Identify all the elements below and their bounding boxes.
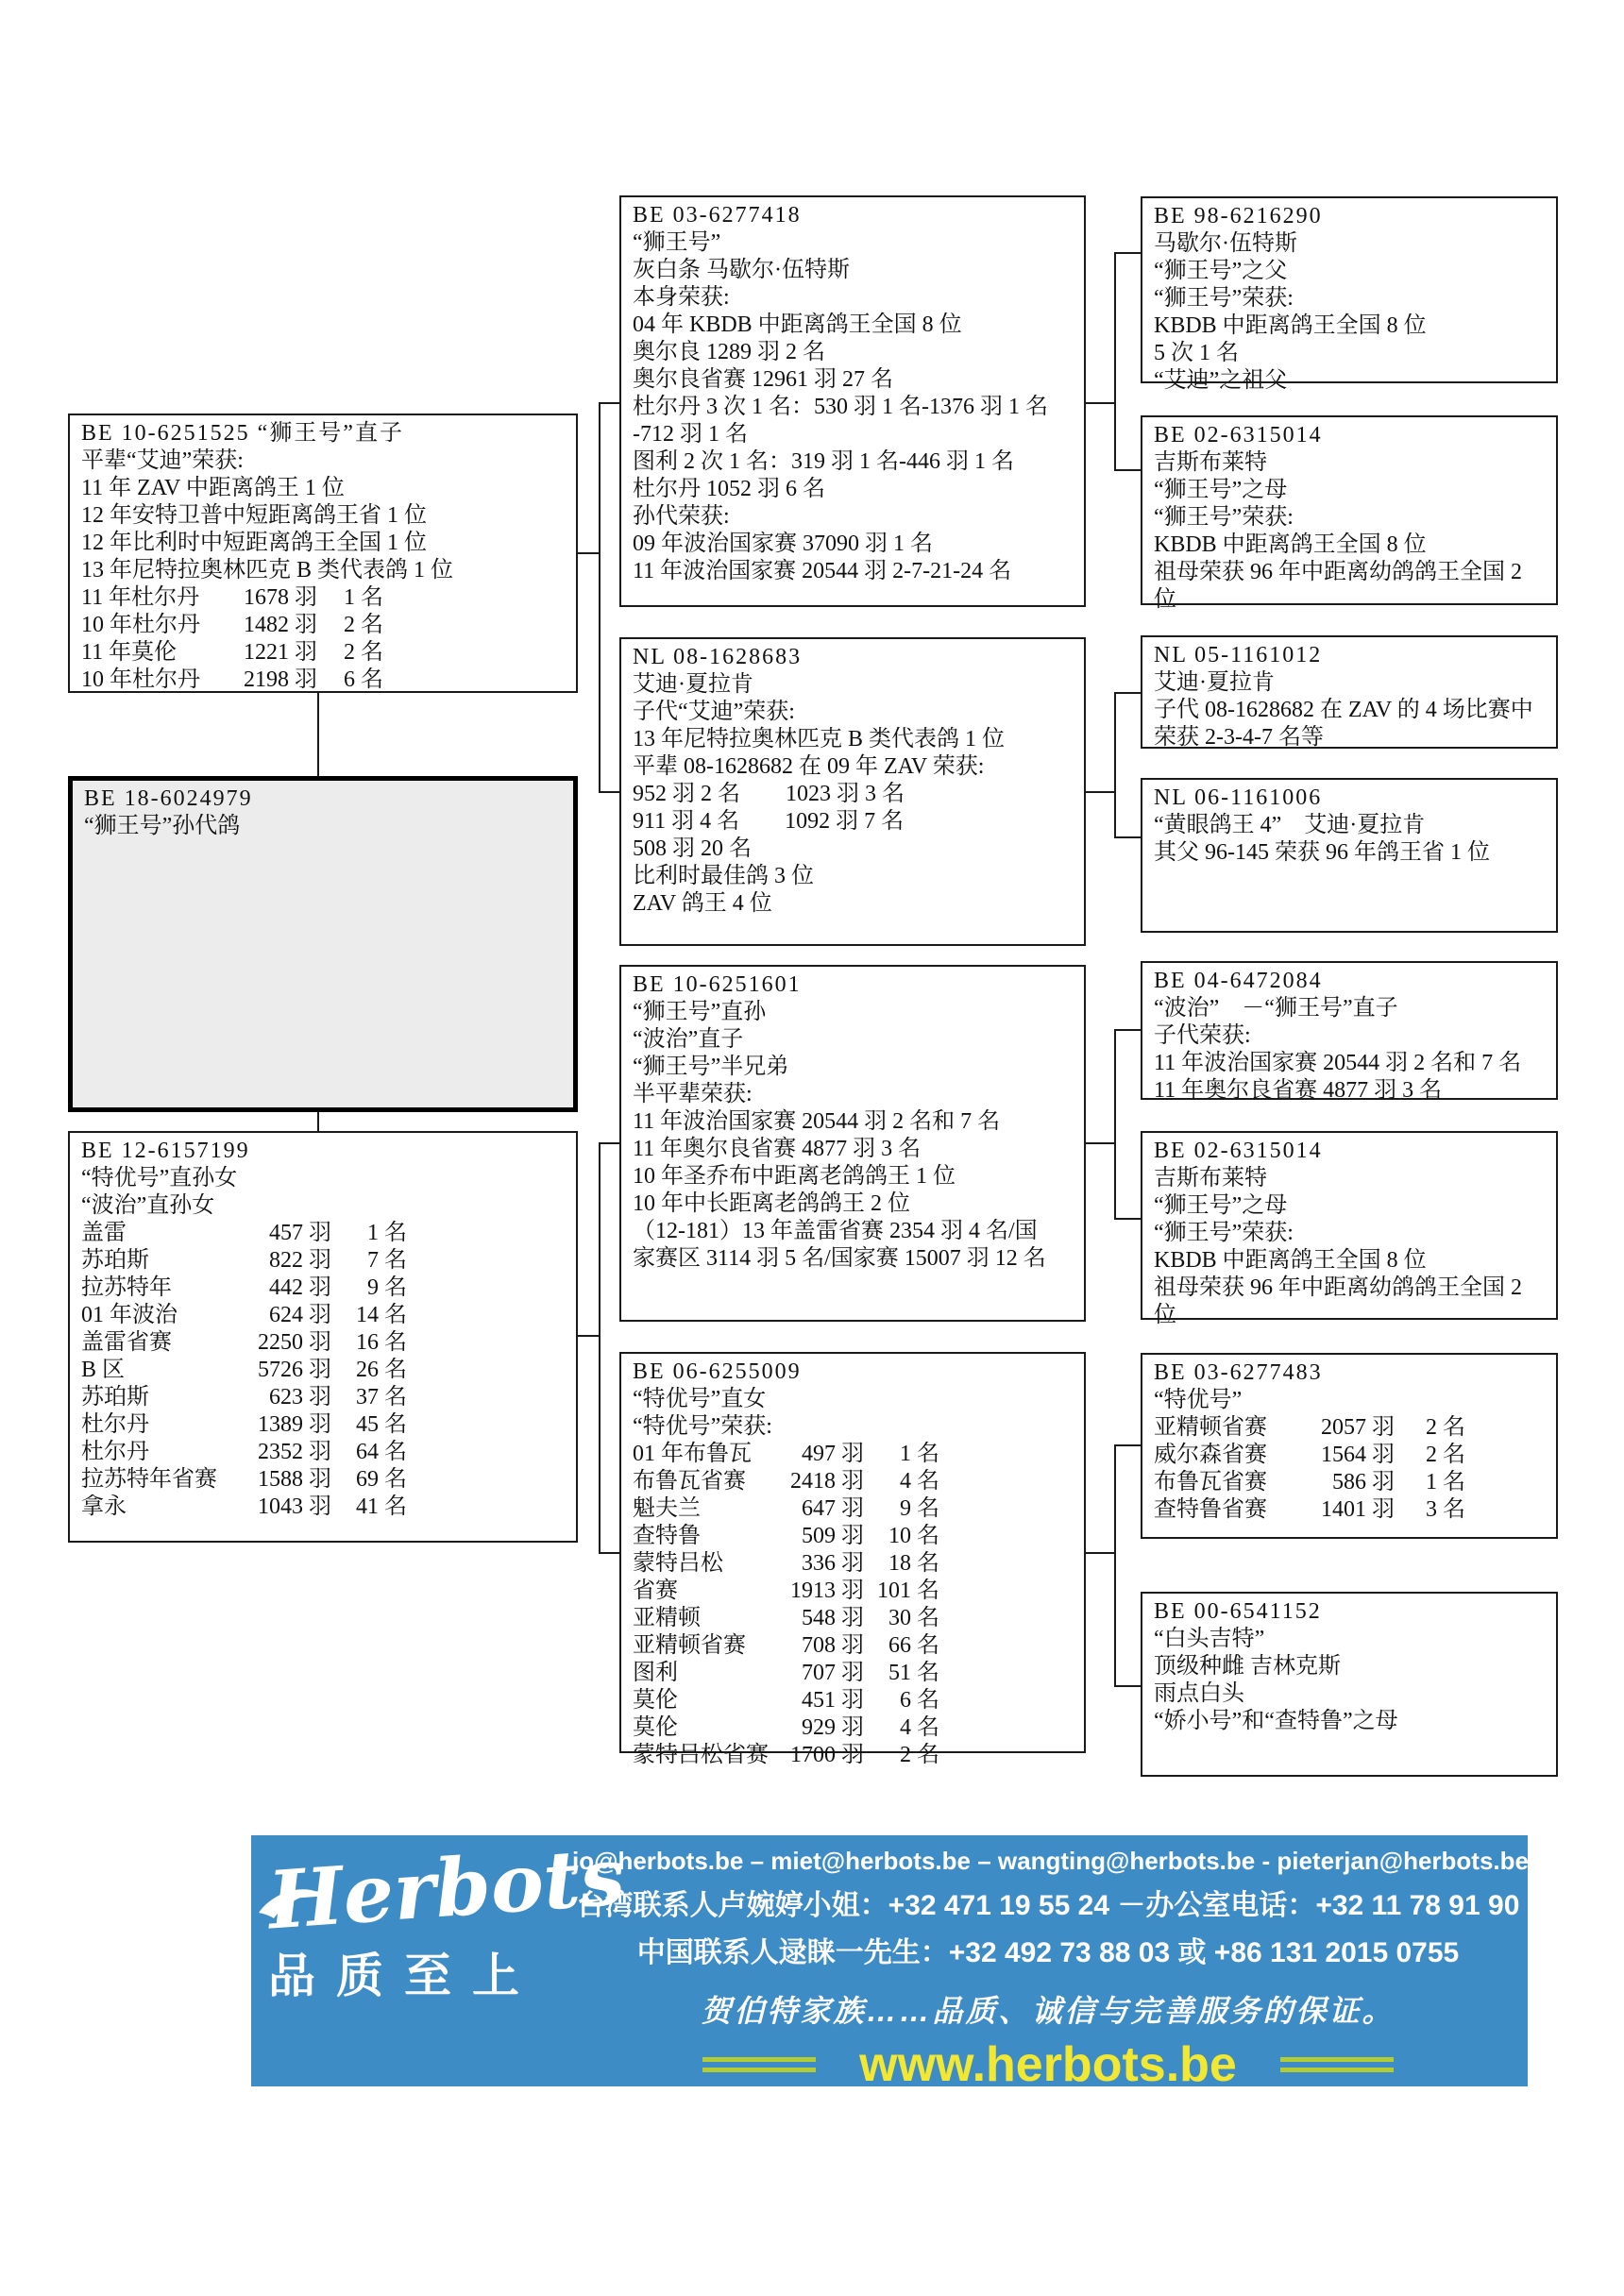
result-rank: 1 名	[1426, 1470, 1465, 1494]
pedigree-text-line: 吉斯布莱特	[1154, 1166, 1267, 1190]
result-birds: 1678 羽	[244, 585, 317, 610]
result-rank: 3 名	[1426, 1497, 1465, 1522]
pedigree-text-line: “特优号”直女	[633, 1387, 767, 1411]
result-rank: 26 名	[356, 1358, 407, 1382]
result-birds: 1221 羽	[244, 640, 317, 665]
race-result-row	[81, 1439, 565, 1466]
result-rank: 69 名	[356, 1467, 407, 1492]
pedigree-text-line: 马歇尔·伍特斯	[1154, 231, 1297, 256]
result-venue: 11 年杜尔丹	[81, 585, 200, 610]
result-rank: 16 名	[356, 1330, 407, 1355]
ring-number: BE 02-6315014	[1154, 1139, 1323, 1163]
result-venue: 苏珀斯	[81, 1248, 149, 1273]
pedigree-text-line: 11 年奥尔良省赛 4877 羽 3 名	[1154, 1078, 1443, 1103]
result-birds: 822 羽	[269, 1248, 331, 1273]
pedigree-box-m1	[619, 195, 1086, 607]
race-result-row	[81, 612, 565, 639]
herbots-logo	[264, 1829, 628, 2003]
race-result-row	[1154, 1442, 1545, 1469]
pedigree-text-line: “狮王号”荣获:	[1154, 1221, 1294, 1245]
pedigree-box-l2	[68, 1131, 578, 1543]
connector-line	[1114, 1444, 1141, 1446]
connector-line	[1086, 1142, 1114, 1144]
pedigree-text-line: 吉斯布莱特	[1154, 450, 1267, 475]
result-rank: 4 名	[900, 1715, 939, 1740]
connector-line	[599, 1142, 601, 1554]
race-result-row	[81, 1384, 565, 1411]
pedigree-text-line: 顶级种雌 吉林克斯	[1154, 1654, 1341, 1679]
pedigree-text-line: 荣获 2-3-4-7 名等	[1154, 725, 1324, 750]
pedigree-box-m4	[619, 1352, 1086, 1767]
result-venue: 查特鲁	[633, 1524, 701, 1548]
pedigree-text-line: 平辈“艾迪”荣获:	[81, 448, 244, 473]
result-rank: 4 名	[900, 1469, 939, 1494]
result-rank: 2 名	[344, 613, 383, 637]
result-venue: 拿永	[81, 1494, 127, 1519]
race-result-row	[81, 1411, 565, 1439]
result-rank: 9 名	[367, 1275, 407, 1300]
pedigree-text-line: 位	[1154, 587, 1176, 612]
pedigree-text-line: 12 年安特卫普中短距离鸽王省 1 位	[81, 503, 427, 528]
result-birds: 2250 羽	[258, 1330, 331, 1355]
result-venue: 蒙特吕松省赛	[633, 1743, 769, 1767]
ring-number: BE 00-6541152	[1154, 1599, 1322, 1624]
pedigree-text-line: “艾迪”之祖父	[1154, 368, 1288, 393]
pedigree-text-line: 杜尔丹 1052 羽 6 名	[633, 477, 825, 501]
race-result-row	[81, 1220, 565, 1247]
pedigree-box-m3	[619, 965, 1086, 1322]
banner-emails: jo@herbots.be – miet@herbots.be – wangting@herbots.be - pieterjan@herbots.be	[572, 1847, 1529, 1875]
connector-line	[1114, 1029, 1116, 1220]
ring-number: BE 03-6277483	[1154, 1360, 1323, 1385]
result-birds: 647 羽	[802, 1496, 864, 1521]
banner-website: www.herbots.be	[859, 2037, 1237, 2092]
pedigree-text-line: -712 羽 1 名	[633, 422, 748, 447]
connector-line	[1114, 252, 1141, 254]
pedigree-text-line: “波治” －“狮王号”直子	[1154, 996, 1398, 1021]
result-birds: 1401 羽	[1321, 1497, 1395, 1522]
decorative-dash-right	[1280, 2057, 1394, 2072]
connector-line	[599, 402, 619, 404]
connector-line	[1114, 1685, 1141, 1687]
result-birds: 1700 羽	[790, 1743, 864, 1767]
race-result-row	[633, 1578, 1073, 1605]
result-birds: 623 羽	[269, 1385, 331, 1410]
connector-line	[1114, 836, 1141, 838]
ring-number: BE 03-6277418	[633, 203, 802, 228]
connector-line	[1086, 791, 1114, 793]
result-venue: 查特鲁省赛	[1154, 1497, 1267, 1522]
pedigree-text-line: 10 年中长距离老鸽鸽王 2 位	[633, 1191, 910, 1216]
connector-line	[1114, 1218, 1141, 1220]
pedigree-text-line: “狮王号”直孙	[633, 1000, 767, 1024]
race-result-row	[633, 1742, 1073, 1769]
result-birds: 929 羽	[802, 1715, 864, 1740]
result-birds: 1564 羽	[1321, 1443, 1395, 1467]
race-result-row	[81, 1357, 565, 1384]
race-result-row	[633, 1523, 1073, 1550]
pedigree-text-line: “白头吉特”	[1154, 1627, 1265, 1651]
result-venue: 杜尔丹	[81, 1412, 149, 1437]
connector-line	[599, 1142, 619, 1144]
result-birds: 624 羽	[269, 1303, 331, 1327]
ring-number: BE 02-6315014	[1154, 423, 1323, 447]
race-result-row	[633, 1468, 1073, 1495]
pedigree-text-line: 奥尔良 1289 羽 2 名	[633, 340, 825, 364]
decorative-dash-left	[702, 2057, 816, 2072]
result-rank: 2 名	[900, 1743, 939, 1767]
race-result-row	[633, 1632, 1073, 1660]
result-birds: 1482 羽	[244, 613, 317, 637]
connector-line	[317, 1112, 319, 1131]
pedigree-text-line: ZAV 鸽王 4 位	[633, 891, 772, 916]
pedigree-text-line: 12 年比利时中短距离鸽王全国 1 位	[81, 531, 427, 555]
race-result-row	[81, 1302, 565, 1329]
result-birds: 2198 羽	[244, 667, 317, 692]
result-rank: 64 名	[356, 1440, 407, 1464]
result-venue: 10 年杜尔丹	[81, 613, 200, 637]
result-rank: 2 名	[1426, 1443, 1465, 1467]
result-rank: 1 名	[367, 1221, 407, 1245]
result-venue: 莫伦	[633, 1715, 678, 1740]
pedigree-text-line: “狮王号”之母	[1154, 1193, 1288, 1218]
connector-line	[1114, 1444, 1116, 1687]
pedigree-text-line: 11 年波治国家赛 20544 羽 2-7-21-24 名	[633, 559, 1012, 583]
result-birds: 548 羽	[802, 1606, 864, 1630]
connector-line	[1114, 692, 1116, 838]
connector-line	[1086, 1552, 1114, 1554]
result-venue: B 区	[81, 1358, 126, 1382]
result-rank: 37 名	[356, 1385, 407, 1410]
pedigree-text-line: 10 年圣乔布中距离老鸽鸽王 1 位	[633, 1164, 956, 1189]
pedigree-text-line: 雨点白头	[1154, 1681, 1244, 1706]
pedigree-text-line: “狮王号”孙代鸽	[84, 814, 241, 838]
pedigree-text-line: “波治”直子	[633, 1027, 744, 1052]
result-rank: 1 名	[900, 1442, 939, 1466]
pedigree-text-line: 本身荣获:	[633, 285, 730, 310]
result-birds: 497 羽	[802, 1442, 864, 1466]
pedigree-box-r7	[1141, 1353, 1558, 1539]
result-venue: 苏珀斯	[81, 1385, 149, 1410]
result-birds: 2352 羽	[258, 1440, 331, 1464]
connector-line	[1114, 252, 1116, 471]
pedigree-text-line: 13 年尼特拉奥林匹克 B 类代表鸽 1 位	[633, 727, 1006, 751]
result-birds: 586 羽	[1332, 1470, 1395, 1494]
pedigree-box-r5	[1141, 961, 1558, 1103]
race-result-row	[633, 1660, 1073, 1687]
pedigree-text-line: 952 羽 2 名 1023 羽 3 名	[633, 782, 905, 806]
result-rank: 1 名	[344, 585, 383, 610]
result-birds: 707 羽	[802, 1661, 864, 1685]
race-result-row	[81, 1466, 565, 1494]
result-birds: 451 羽	[802, 1688, 864, 1713]
pedigree-box-r6	[1141, 1131, 1558, 1327]
ring-number: BE 06-6255009	[633, 1359, 802, 1384]
result-venue: 莫伦	[633, 1688, 678, 1713]
connector-line	[578, 1335, 599, 1337]
pedigree-box-l1	[68, 414, 578, 693]
race-result-row	[81, 1329, 565, 1357]
pedigree-box-m2	[619, 637, 1086, 946]
pedigree-text-line: “狮王号”半兄弟	[633, 1055, 789, 1079]
result-venue: 魁夫兰	[633, 1496, 701, 1521]
result-birds: 509 羽	[802, 1524, 864, 1548]
pedigree-text-line: 艾迪·夏拉肯	[633, 672, 753, 697]
result-rank: 6 名	[900, 1688, 939, 1713]
result-venue: 图利	[633, 1661, 678, 1685]
result-venue: 拉苏特年省赛	[81, 1467, 217, 1492]
pedigree-text-line: “狮王号”之母	[1154, 478, 1288, 502]
result-venue: 威尔森省赛	[1154, 1443, 1267, 1467]
ring-number: NL 06-1161006	[1154, 785, 1323, 810]
pedigree-text-line: 艾迪·夏拉肯	[1154, 670, 1275, 695]
pedigree-box-r8	[1141, 1592, 1558, 1777]
pedigree-text-line: “娇小号”和“查特鲁”之母	[1154, 1709, 1398, 1733]
result-rank: 6 名	[344, 667, 383, 692]
pedigree-text-line: 11 年波治国家赛 20544 羽 2 名和 7 名	[633, 1109, 1001, 1134]
race-result-row	[633, 1441, 1073, 1468]
pedigree-text-line: KBDB 中距离鸽王全国 8 位	[1154, 532, 1427, 557]
result-rank: 45 名	[356, 1412, 407, 1437]
result-birds: 708 羽	[802, 1633, 864, 1658]
race-result-row	[633, 1550, 1073, 1578]
result-rank: 14 名	[356, 1303, 407, 1327]
race-result-row	[81, 1247, 565, 1275]
race-result-row	[1154, 1414, 1545, 1442]
pedigree-text-line: 比利时最佳鸽 3 位	[633, 864, 814, 888]
pedigree-text-line: 5 次 1 名	[1154, 341, 1239, 365]
pedigree-text-line: KBDB 中距离鸽王全国 8 位	[1154, 1248, 1427, 1273]
result-venue: 蒙特吕松	[633, 1551, 723, 1576]
result-rank: 2 名	[1426, 1415, 1465, 1440]
ring-number: BE 04-6472084	[1154, 969, 1323, 993]
connector-line	[599, 402, 601, 793]
result-venue: 11 年莫伦	[81, 640, 178, 665]
result-rank: 101 名	[877, 1578, 939, 1603]
pedigree-text-line: 09 年波治国家赛 37090 羽 1 名	[633, 532, 933, 556]
pedigree-text-line: “特优号”荣获:	[633, 1414, 772, 1439]
result-rank: 66 名	[888, 1633, 939, 1658]
connector-line	[578, 552, 599, 554]
race-result-row	[633, 1687, 1073, 1714]
pedigree-text-line: 孙代荣获:	[633, 504, 730, 529]
pedigree-text-line: “狮王号”荣获:	[1154, 505, 1294, 530]
banner-text-block	[572, 1835, 1529, 2092]
connector-line	[1114, 692, 1141, 694]
ring-number: BE 12-6157199	[81, 1139, 250, 1163]
race-result-row	[633, 1605, 1073, 1632]
result-rank: 9 名	[900, 1496, 939, 1521]
result-venue: 拉苏特年	[81, 1275, 172, 1300]
race-result-row	[1154, 1469, 1545, 1496]
race-result-row	[633, 1495, 1073, 1523]
pedigree-text-line: “狮王号”之父	[1154, 259, 1288, 283]
herbots-logo-subtitle: 品质至上	[268, 1950, 540, 2002]
pedigree-text-line: （12-181）13 年盖雷省赛 2354 羽 4 名/国	[633, 1219, 1038, 1243]
connector-line	[1086, 402, 1114, 404]
result-birds: 2418 羽	[790, 1469, 864, 1494]
result-venue: 布鲁瓦省赛	[633, 1469, 746, 1494]
pedigree-text-line: “波治”直孙女	[81, 1193, 215, 1218]
pedigree-box-r3	[1141, 635, 1558, 749]
race-result-row	[81, 1275, 565, 1302]
result-venue: 10 年杜尔丹	[81, 667, 200, 692]
connector-line	[599, 1552, 619, 1554]
result-birds: 5726 羽	[258, 1358, 331, 1382]
result-rank: 51 名	[888, 1661, 939, 1685]
banner-website-row	[572, 2038, 1524, 2091]
pedigree-text-line: 04 年 KBDB 中距离鸽王全国 8 位	[633, 312, 962, 337]
result-venue: 盖雷省赛	[81, 1330, 172, 1355]
result-birds: 457 羽	[269, 1221, 331, 1245]
pedigree-text-line: KBDB 中距离鸽王全国 8 位	[1154, 313, 1427, 338]
race-result-row	[81, 1494, 565, 1521]
connector-line	[599, 791, 619, 793]
result-birds: 1913 羽	[790, 1578, 864, 1603]
pedigree-text-line: 子代 08-1628682 在 ZAV 的 4 场比赛中	[1154, 698, 1533, 722]
result-rank: 7 名	[367, 1248, 407, 1273]
pedigree-text-line: 子代荣获:	[1154, 1023, 1251, 1048]
herbots-banner	[251, 1829, 1529, 2092]
result-venue: 亚精顿省赛	[1154, 1415, 1267, 1440]
connector-line	[1114, 1029, 1141, 1031]
pedigree-text-line: 911 羽 4 名 1092 羽 7 名	[633, 809, 905, 834]
result-rank: 2 名	[344, 640, 383, 665]
result-rank: 18 名	[888, 1551, 939, 1576]
pedigree-box-r2	[1141, 415, 1558, 612]
pedigree-text-line: “特优号”直孙女	[81, 1166, 238, 1190]
pedigree-text-line: 11 年 ZAV 中距离鸽王 1 位	[81, 476, 345, 500]
pedigree-text-line: 位	[1154, 1303, 1176, 1327]
race-result-row	[81, 639, 565, 667]
pedigree-text-line: “黄眼鸽王 4” 艾迪·夏拉肯	[1154, 813, 1426, 837]
result-venue: 01 年布鲁瓦	[633, 1442, 752, 1466]
result-birds: 1389 羽	[258, 1412, 331, 1437]
result-venue: 盖雷	[81, 1221, 127, 1245]
pedigree-text-line: 子代“艾迪”荣获:	[633, 700, 795, 724]
pedigree-text-line: 半平辈荣获:	[633, 1082, 753, 1106]
connector-line	[1114, 469, 1141, 471]
result-rank: 30 名	[888, 1606, 939, 1630]
banner-contact-taiwan: 台湾联系人卢婉婷小姐：+32 471 19 55 24 －办公室电话：+32 11 78 91 90	[576, 1890, 1520, 1921]
race-result-row	[633, 1714, 1073, 1742]
result-birds: 336 羽	[802, 1551, 864, 1576]
race-result-row	[81, 584, 565, 612]
pedigree-text-line: 图利 2 次 1 名：319 羽 1 名-446 羽 1 名	[633, 449, 1014, 474]
pedigree-text-line: 灰白条 马歇尔·伍特斯	[633, 258, 850, 282]
pedigree-text-line: 祖母荣获 96 年中距离幼鸽鸽王全国 2	[1154, 1275, 1522, 1300]
pedigree-text-line: 平辈 08-1628682 在 09 年 ZAV 荣获:	[633, 754, 985, 779]
pedigree-text-line: 508 羽 20 名	[633, 836, 752, 861]
result-venue: 杜尔丹	[81, 1440, 149, 1464]
result-birds: 1588 羽	[258, 1467, 331, 1492]
pedigree-box-r4	[1141, 778, 1558, 933]
pedigree-text-line: 祖母荣获 96 年中距离幼鸽鸽王全国 2	[1154, 560, 1522, 584]
race-result-row	[81, 667, 565, 694]
ring-number: BE 10-6251601	[633, 972, 802, 997]
pedigree-text-line: “狮王号”荣获:	[1154, 286, 1294, 311]
result-venue: 布鲁瓦省赛	[1154, 1470, 1267, 1494]
pedigree-text-line: 11 年波治国家赛 20544 羽 2 名和 7 名	[1154, 1051, 1522, 1075]
result-rank: 10 名	[888, 1524, 939, 1548]
result-birds: 442 羽	[269, 1275, 331, 1300]
race-result-row	[1154, 1496, 1545, 1524]
banner-slogan: 贺伯特家族……品质、诚信与完善服务的保证。	[701, 1994, 1396, 2028]
pedigree-box-r1	[1141, 196, 1558, 393]
pedigree-text-line: “狮王号”	[633, 230, 721, 255]
result-birds: 1043 羽	[258, 1494, 331, 1519]
ring-number: NL 05-1161012	[1154, 643, 1323, 667]
ring-number: BE 18-6024979	[84, 786, 253, 811]
pedigree-box-subject	[68, 776, 578, 1112]
pedigree-text-line: 13 年尼特拉奥林匹克 B 类代表鸽 1 位	[81, 558, 454, 582]
result-venue: 亚精顿	[633, 1606, 701, 1630]
banner-contact-china: 中国联系人逯睐一先生：+32 492 73 88 03 或 +86 131 2015 0755	[636, 1937, 1460, 1968]
result-venue: 亚精顿省赛	[633, 1633, 746, 1658]
pedigree-text-line: 其父 96-145 荣获 96 年鸽王省 1 位	[1154, 840, 1490, 865]
result-venue: 01 年波治	[81, 1303, 178, 1327]
ring-number: BE 98-6216290	[1154, 204, 1323, 228]
pedigree-text-line: 奥尔良省赛 12961 羽 27 名	[633, 367, 893, 392]
pedigree-text-line: 杜尔丹 3 次 1 名：530 羽 1 名-1376 羽 1 名	[633, 395, 1048, 419]
result-birds: 2057 羽	[1321, 1415, 1395, 1440]
connector-line	[317, 693, 319, 776]
ring-number: NL 08-1628683	[633, 645, 803, 669]
pedigree-text-line: “特优号”	[1154, 1388, 1243, 1412]
herbots-logo-text: Herbots	[264, 1829, 628, 1948]
result-rank: 41 名	[356, 1494, 407, 1519]
pedigree-text-line: 家赛区 3114 羽 5 名/国家赛 15007 羽 12 名	[633, 1246, 1046, 1271]
pedigree-text-line: 11 年奥尔良省赛 4877 羽 3 名	[633, 1137, 922, 1161]
ring-number: BE 10-6251525 “狮王号”直子	[81, 421, 404, 446]
result-venue: 省赛	[633, 1578, 678, 1603]
